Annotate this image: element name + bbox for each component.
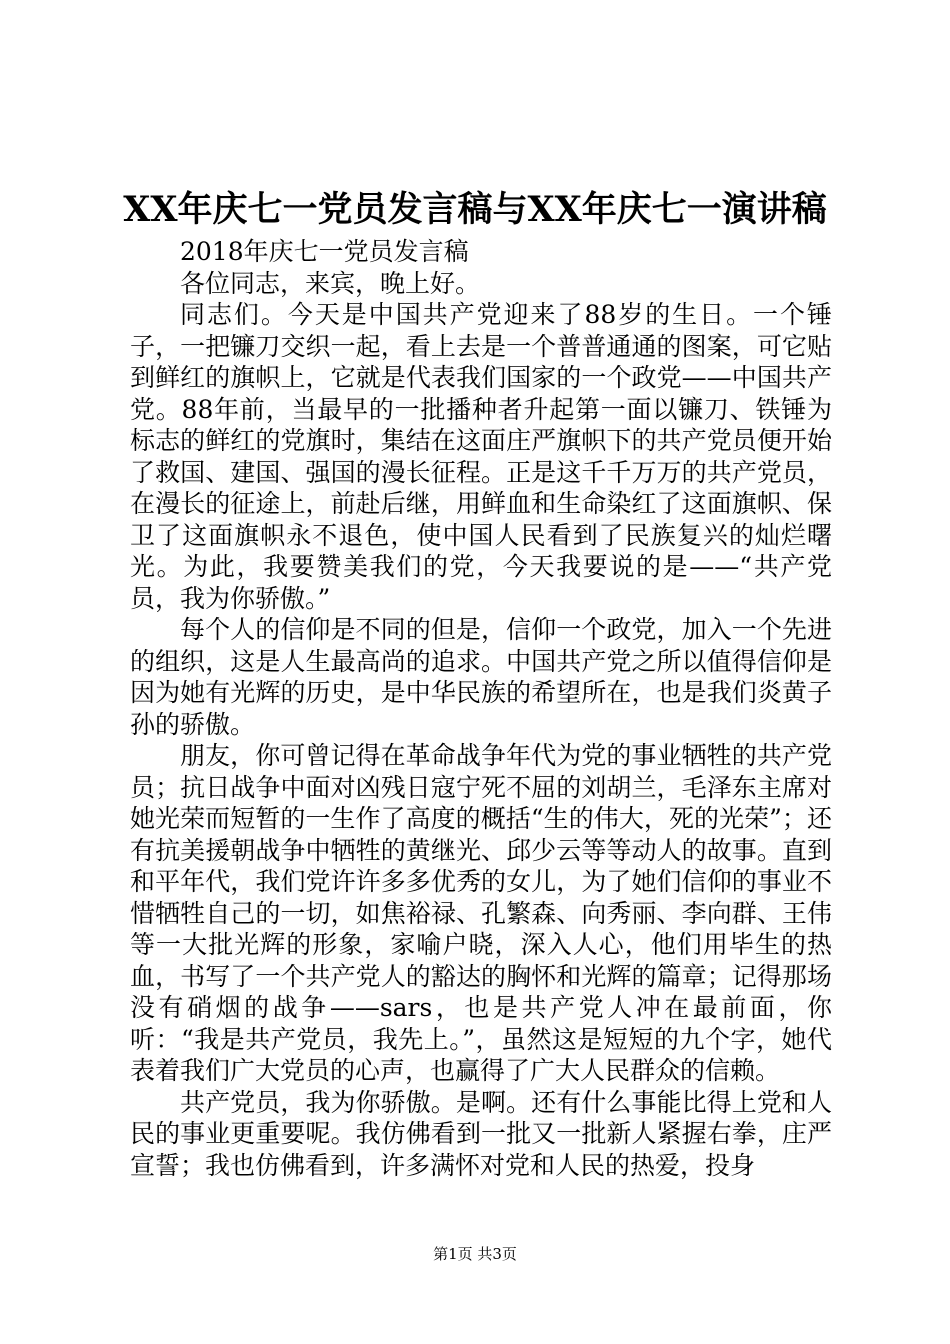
- document-body: [130, 236, 832, 1181]
- page-number-footer: 第1页 共3页: [433, 1245, 517, 1263]
- paragraph-subtitle: 2018年庆七一党员发言稿: [180, 237, 469, 266]
- paragraph: 同志们。今天是中国共产党迎来了88岁的生日。一个锤子，一把镰刀交织一起，看上去是一个普普通通的图案，可它贴到鲜红的旗帜上，它就是代表我们国家的一个政党——中国共产党。88年前，当最早的一批播种者升起第一面以镰刀、铁锤为标志的鲜红的党旗时，集结在这面庄严旗帜下的共产党员便开始了救国、建国、强国的漫长征程。正是这千千万万的共产党员，在漫长的征途上，前赴后继，用鲜血和生命染红了这面旗帜、保卫了这面旗帜永不退色，使中国人民看到了民族复兴的灿烂曙光。为此，我要赞美我们的党，今天我要说的是——“共产党员，我为你骄傲。”: [130, 300, 832, 613]
- document-title: XX年庆七一党员发言稿与XX年庆七一演讲稿: [123, 189, 827, 230]
- paragraph: 每个人的信仰是不同的但是，信仰一个政党，加入一个先进的组织，这是人生最高尚的追求。中国共产党之所以值得信仰是因为她有光辉的历史，是中华民族的希望所在，也是我们炎黄子孙的骄傲。: [130, 615, 832, 739]
- paragraph: 共产党员，我为你骄傲。是啊。还有什么事能比得上党和人民的事业更重要呢。我仿佛看到一批又一批新人紧握右拳，庄严宣誓；我也仿佛看到，许多满怀对党和人民的热爱，投身: [130, 1087, 832, 1180]
- paragraph: 朋友，你可曾记得在革命战争年代为党的事业牺牲的共产党员；抗日战争中面对凶残日寇宁死不屈的刘胡兰，毛泽东主席对她光荣而短暂的一生作了高度的概括“生的伟大，死的光荣”；还有抗美援朝战争中牺牲的黄继光、邱少云等等动人的故事。直到和平年代，我们党许许多多优秀的女儿，为了她们信仰的事业不惜牺牲自己的一切，如焦裕禄、孔繁森、向秀丽、李向群、王伟等一大批光辉的形象，家喻户晓，深入人心，他们用毕生的热血，书写了一个共产党人的豁达的胸怀和光辉的篇章；记得那场没有硝烟的战争——sars，也是共产党人冲在最前面，你听：“我是共产党员，我先上。”，虽然这是短短的九个字，她代表着我们广大党员的心声，也赢得了广大人民群众的信赖。: [130, 741, 832, 1085]
- paragraph-greeting: 各位同志，来宾，晚上好。: [180, 268, 481, 298]
